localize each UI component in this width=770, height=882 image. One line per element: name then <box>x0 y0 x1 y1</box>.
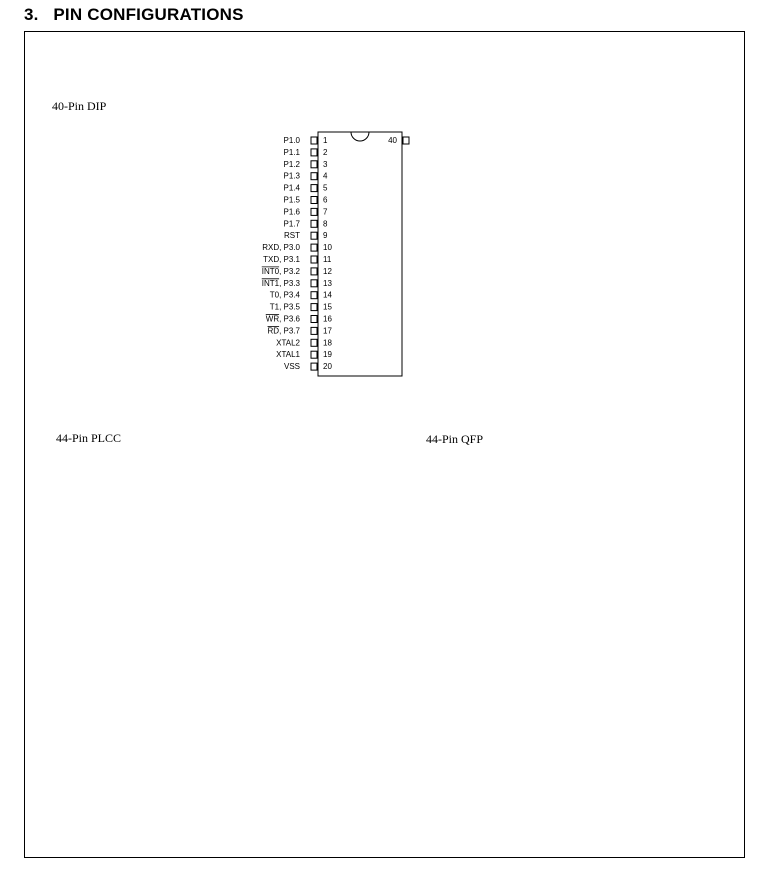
dip-pin-label: INT0, P3.2 <box>261 266 300 276</box>
dip-pin-number: 3 <box>323 159 328 169</box>
dip-pin-number: 15 <box>323 302 332 312</box>
dip-pin-stub <box>311 339 317 346</box>
dip-pin-stub <box>403 137 409 144</box>
dip-caption: 40-Pin DIP <box>52 99 107 113</box>
dip-pin-stub <box>311 268 317 275</box>
dip-pin-number: 11 <box>323 255 332 264</box>
dip-pin-label: TXD, P3.1 <box>263 255 300 264</box>
dip-pin-number: 4 <box>323 171 328 181</box>
dip-pin-number: 5 <box>323 183 328 193</box>
dip-pin-number: 12 <box>323 266 332 276</box>
dip-pin-number: 9 <box>323 231 328 241</box>
dip-pin-stub <box>311 220 317 227</box>
dip-pin-number: 6 <box>323 195 328 205</box>
dip-pin-label: P1.5 <box>283 195 300 205</box>
dip-pin-label: INT1, P3.3 <box>261 278 300 288</box>
section-title: PIN CONFIGURATIONS <box>53 5 244 24</box>
qfp-caption: 44-Pin QFP <box>426 432 484 446</box>
dip-pin-stub <box>311 304 317 311</box>
dip-pin-label: XTAL2 <box>276 338 300 348</box>
dip-pin-label: RD, P3.7 <box>267 326 300 336</box>
dip-pin-label: P1.1 <box>283 147 300 157</box>
dip-pin-label: RST <box>284 231 300 241</box>
dip-pin-label: P1.3 <box>283 171 300 181</box>
dip-pin-label: P1.6 <box>283 207 300 217</box>
dip-pin-label: T1, P3.5 <box>269 302 300 312</box>
dip-pin-stub <box>311 149 317 156</box>
dip-pin-number: 14 <box>323 290 332 300</box>
dip-pin-stub <box>311 161 317 168</box>
dip-pin-stub <box>311 232 317 239</box>
dip-pin-number: 7 <box>323 207 328 217</box>
dip-pin-label: WR, P3.6 <box>265 314 300 324</box>
dip-pin-label: RXD, P3.0 <box>262 243 300 253</box>
dip-pin-number: 1 <box>323 136 328 145</box>
plcc-caption: 44-Pin PLCC <box>56 431 122 445</box>
dip-pin-label: T0, P3.4 <box>269 290 300 300</box>
dip-pin-number: 18 <box>323 338 332 348</box>
dip-pin-label: XTAL1 <box>276 350 300 360</box>
dip-pin-number: 16 <box>323 314 332 324</box>
dip-pin-stub <box>311 316 317 323</box>
dip-pin-number: 8 <box>323 219 328 229</box>
dip-pin-label: P1.0 <box>283 136 300 145</box>
section-number: 3. <box>24 5 39 24</box>
dip-pin-number: 17 <box>323 326 332 336</box>
dip-pin-number: 19 <box>323 350 332 360</box>
dip-pin-stub <box>311 197 317 204</box>
dip-pin-label: VSS <box>283 362 300 372</box>
dip-pin-stub <box>311 185 317 192</box>
dip-pin-label: P1.7 <box>283 219 300 229</box>
dip-pin-number: 13 <box>323 278 332 288</box>
dip-pin-stub <box>311 327 317 334</box>
dip-pin-number: 10 <box>323 243 332 253</box>
dip-pin-stub <box>311 351 317 358</box>
dip-pin-stub <box>311 280 317 287</box>
dip-pin-stub <box>311 363 317 370</box>
dip-pin-stub <box>311 208 317 215</box>
dip-pin-stub <box>311 292 317 299</box>
dip-pin-label: P1.2 <box>283 159 300 169</box>
dip-pin-number: 20 <box>323 362 332 372</box>
dip-pin-stub <box>311 244 317 251</box>
dip-pin-stub <box>311 256 317 263</box>
dip-pin-stub <box>311 173 317 180</box>
dip-pin-number: 2 <box>323 147 328 157</box>
dip-pin-number: 40 <box>388 136 397 145</box>
dip-pin-stub <box>311 137 317 144</box>
dip-pin-label: P1.4 <box>283 183 300 193</box>
dip-package <box>262 132 409 376</box>
